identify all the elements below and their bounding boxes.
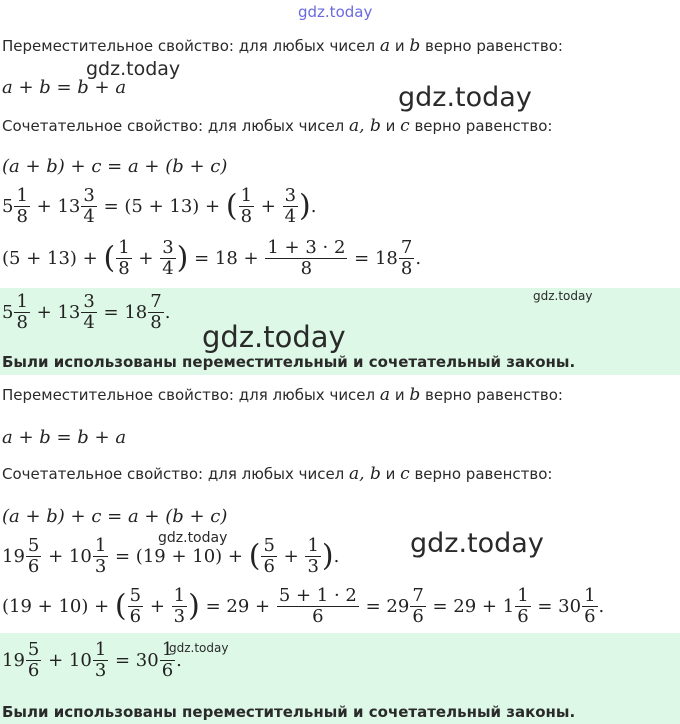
- commutative-property-text: Переместительное свойство: для любых чисел a и b верно равенство:: [2, 385, 563, 405]
- calc-line-2: (19 + 10) + ( $\frac{5}{6}$ + $\frac{1}{3}$ ) = 29 + $\frac{5 + 1 \cdot 2}{6}$ = 29 $\frac{7}{6}$ = 29 + 1 $\frac{1}{6}$ = 30 $\frac{1}{6}$ .: [2, 585, 605, 627]
- associative-formula: (a + b) + c = a + (b + c): [2, 506, 228, 527]
- conclusion-text-1: Были использованы переместительный и сочетательный законы.: [2, 353, 576, 371]
- watermark: gdz.today: [86, 58, 181, 80]
- watermark: gdz.today: [298, 3, 373, 21]
- conclusion-text-2: Были использованы переместительный и сочетательный законы.: [2, 703, 576, 721]
- calc-line-2: (5 + 13) + ( $\frac{1}{8}$ + $\frac{3}{4}$ ) = 18 + $\frac{1 + 3 \cdot 2}{8}$ = 18 $\frac{7}{8}$ .: [2, 237, 422, 279]
- result-line-2: 19 $\frac{5}{6}$ + 10 $\frac{1}{3}$ = 30 $\frac{1}{6}$ .: [2, 639, 182, 681]
- commutative-property-text: Переместительное свойство: для любых чисел a и b верно равенство:: [2, 36, 563, 56]
- watermark: gdz.today: [398, 82, 532, 113]
- watermark: gdz.today: [533, 289, 593, 303]
- commutative-formula: a + b = b + a: [2, 427, 127, 448]
- calc-line-1: 5 $\frac{1}{8}$ + 13 $\frac{3}{4}$ = (5 + 13) + ( $\frac{1}{8}$ + $\frac{3}{4}$ ).: [2, 185, 317, 227]
- watermark: gdz.today: [169, 641, 229, 655]
- watermark: gdz.today: [202, 320, 346, 354]
- associative-property-text: Сочетательное свойство: для любых чисел a, b и c верно равенство:: [2, 464, 553, 484]
- associative-property-text: Сочетательное свойство: для любых чисел a, b и c верно равенство:: [2, 116, 553, 136]
- result-line-1: 5 $\frac{1}{8}$ + 13 $\frac{3}{4}$ = 18 $\frac{7}{8}$ .: [2, 291, 171, 333]
- watermark: gdz.today: [410, 528, 544, 559]
- commutative-formula: a + b = b + a: [2, 77, 127, 98]
- watermark: gdz.today: [158, 530, 228, 546]
- calc-line-1: 19 $\frac{5}{6}$ + 10 $\frac{1}{3}$ = (19 + 10) + ( $\frac{5}{6}$ + $\frac{1}{3}$ ).: [2, 535, 340, 577]
- associative-formula: (a + b) + c = a + (b + c): [2, 156, 228, 177]
